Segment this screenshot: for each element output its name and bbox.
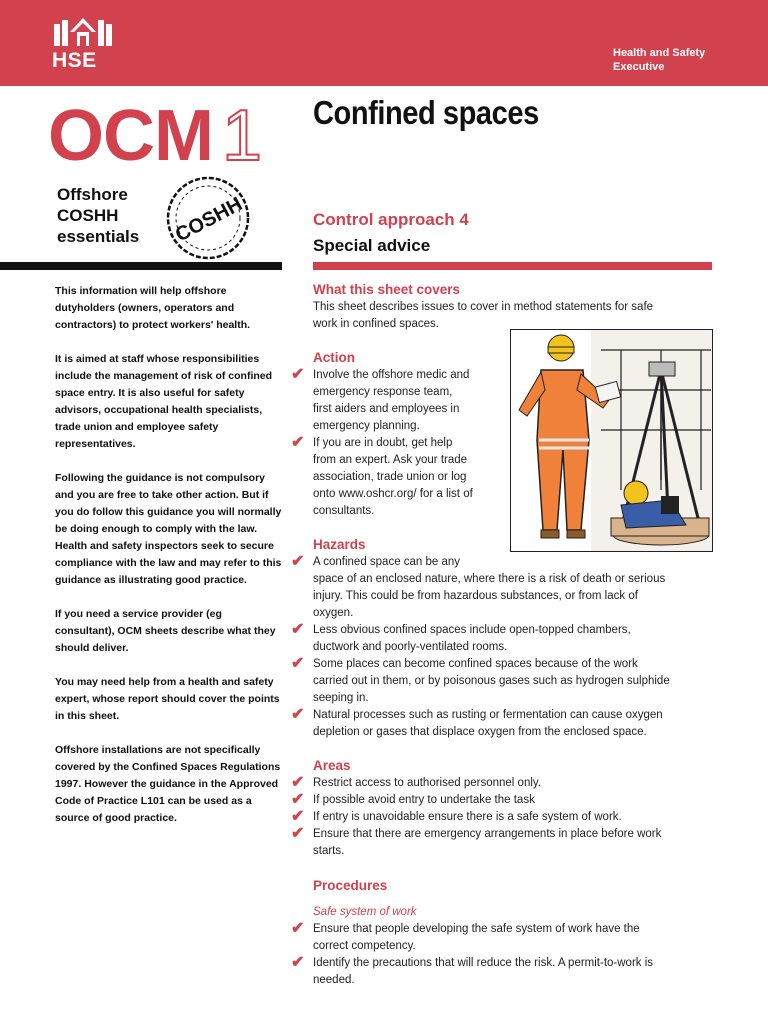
section-heading: Areas	[313, 758, 351, 773]
intro-column	[55, 283, 283, 844]
list-item	[291, 706, 723, 741]
check-icon: ✔	[291, 553, 305, 570]
text-line: If you are in doubt, get help	[313, 437, 453, 449]
check-icon: ✔	[291, 706, 305, 723]
check-icon: ✔	[291, 774, 305, 791]
text-line: seeping in.	[313, 692, 369, 704]
text-line: emergency response team,	[313, 386, 453, 398]
check-icon: ✔	[291, 366, 305, 383]
list-item	[291, 825, 723, 860]
text-line: first aiders and employees in	[313, 403, 460, 415]
text-line: Identify the precautions that will reduce the risk. A permit-to-work is	[313, 957, 654, 969]
coshh-stamp	[162, 172, 254, 264]
list-item	[291, 920, 723, 955]
list-item	[291, 954, 723, 989]
list-item	[291, 655, 723, 707]
text-line: starts.	[313, 845, 345, 857]
check-icon: ✔	[291, 655, 305, 672]
list-item	[291, 621, 723, 656]
text-line: depletion or gases that displace oxygen from the enclosed space.	[313, 726, 647, 738]
text-line: A confined space can be any	[313, 556, 461, 568]
list-item	[291, 791, 723, 809]
organisation-name	[613, 46, 753, 74]
text-line: emergency planning.	[313, 420, 420, 432]
text-line: ductwork and poorly-ventilated rooms.	[313, 641, 508, 653]
text-line: Involve the offshore medic and	[313, 369, 470, 381]
check-icon: ✔	[291, 808, 305, 825]
hse-logo-text: HSE	[52, 49, 97, 72]
organisation-line: Health and Safety	[613, 47, 706, 59]
intro-paragraph: Offshore installations are not specifically covered by the Confined Spaces Regulations 1997. However the guidance in the Approved Code of Practice L101 can be used as a source of good practice.	[55, 744, 281, 824]
control-subtitle: Special advice	[313, 236, 431, 255]
list-item	[291, 553, 723, 622]
text-line: oxygen.	[313, 607, 354, 619]
text-line: onto www.oshcr.org/ for a list of	[313, 488, 473, 500]
intro-paragraph: If you need a service provider (eg consultant), OCM sheets describe what they should deliver.	[55, 608, 276, 654]
check-icon: ✔	[291, 791, 305, 808]
section-covers	[313, 281, 713, 333]
text-line: needed.	[313, 974, 355, 986]
text-line: consultants.	[313, 505, 375, 517]
subsection-heading: Safe system of work	[313, 906, 417, 918]
text-line: from an expert. Ask your trade	[313, 454, 468, 466]
section-heading: Action	[313, 350, 355, 365]
confined-space-illustration	[510, 329, 713, 552]
text-line: injury. This could be from hazardous substances, or from lack of	[313, 590, 638, 602]
text-line: Natural processes such as rusting or fermentation can cause oxygen	[313, 709, 663, 721]
ocm-title: OCM	[48, 96, 213, 176]
text-line: space of an enclosed nature, where there is a risk of death or serious	[313, 573, 666, 585]
right-divider	[313, 262, 712, 270]
text-line: If entry is unavoidable ensure there is a safe system of work.	[313, 811, 622, 823]
series-line: Offshore	[57, 185, 128, 204]
check-icon: ✔	[291, 920, 305, 937]
text-line: Ensure that there are emergency arrangements in place before work	[313, 828, 662, 840]
control-approach: Control approach 4	[313, 210, 469, 229]
series-line: COSHH	[57, 206, 119, 225]
text-line: association, trade union or log	[313, 471, 467, 483]
series-line: essentials	[57, 227, 140, 246]
check-icon: ✔	[291, 825, 305, 842]
left-divider	[0, 262, 282, 270]
organisation-line: Executive	[613, 61, 665, 73]
text-line: This sheet describes issues to cover in method statements for safe	[313, 301, 654, 313]
intro-paragraph: It is aimed at staff whose responsibilities include the management of risk of confined space entry. It is also useful for safety advisors, occupational health specialists, trade union and employee safety representatives.	[55, 353, 273, 450]
text-line: Ensure that people developing the safe system of work have the	[313, 923, 640, 935]
check-icon: ✔	[291, 621, 305, 638]
section-heading: What this sheet covers	[313, 282, 461, 297]
text-line: work in confined spaces.	[313, 318, 439, 330]
text-line: Restrict access to authorised personnel only.	[313, 777, 541, 789]
section-heading: Procedures	[313, 878, 388, 893]
section-hazards	[291, 536, 723, 741]
intro-paragraph: You may need help from a health and safety expert, whose report should cover the points in this sheet.	[55, 676, 280, 722]
check-icon: ✔	[291, 954, 305, 971]
text-line: Less obvious confined spaces include open-topped chambers,	[313, 624, 631, 636]
section-procedures	[291, 877, 723, 989]
intro-paragraph: Following the guidance is not compulsory and you are free to take other action. But if you do follow this guidance you will normally be doing enough to comply with the law. Health and safety inspectors seek to secure compliance with the law and may refer to this guidance as illustrating good practice.	[55, 472, 282, 586]
list-item	[291, 774, 723, 792]
list-item	[291, 808, 723, 826]
section-heading: Hazards	[313, 537, 366, 552]
text-line: correct competency.	[313, 940, 416, 952]
section-areas	[291, 757, 723, 860]
series-name	[57, 184, 139, 247]
section-action	[291, 349, 503, 520]
check-icon: ✔	[291, 434, 305, 451]
list-item	[291, 434, 503, 520]
list-item	[291, 366, 503, 435]
document-title: Confined spaces	[313, 94, 539, 131]
text-line: carried out in them, or by poisonous gases such as hydrogen sulphide	[313, 675, 670, 687]
ocm-number: 1	[222, 96, 263, 176]
stamp-text: COSHH	[171, 193, 246, 247]
text-line: Some places can become confined spaces because of the work	[313, 658, 638, 670]
intro-paragraph: This information will help offshore dutyholders (owners, operators and contractors) to protect workers' health.	[55, 285, 251, 331]
text-line: If possible avoid entry to undertake the task	[313, 794, 535, 806]
section-text	[313, 299, 713, 333]
